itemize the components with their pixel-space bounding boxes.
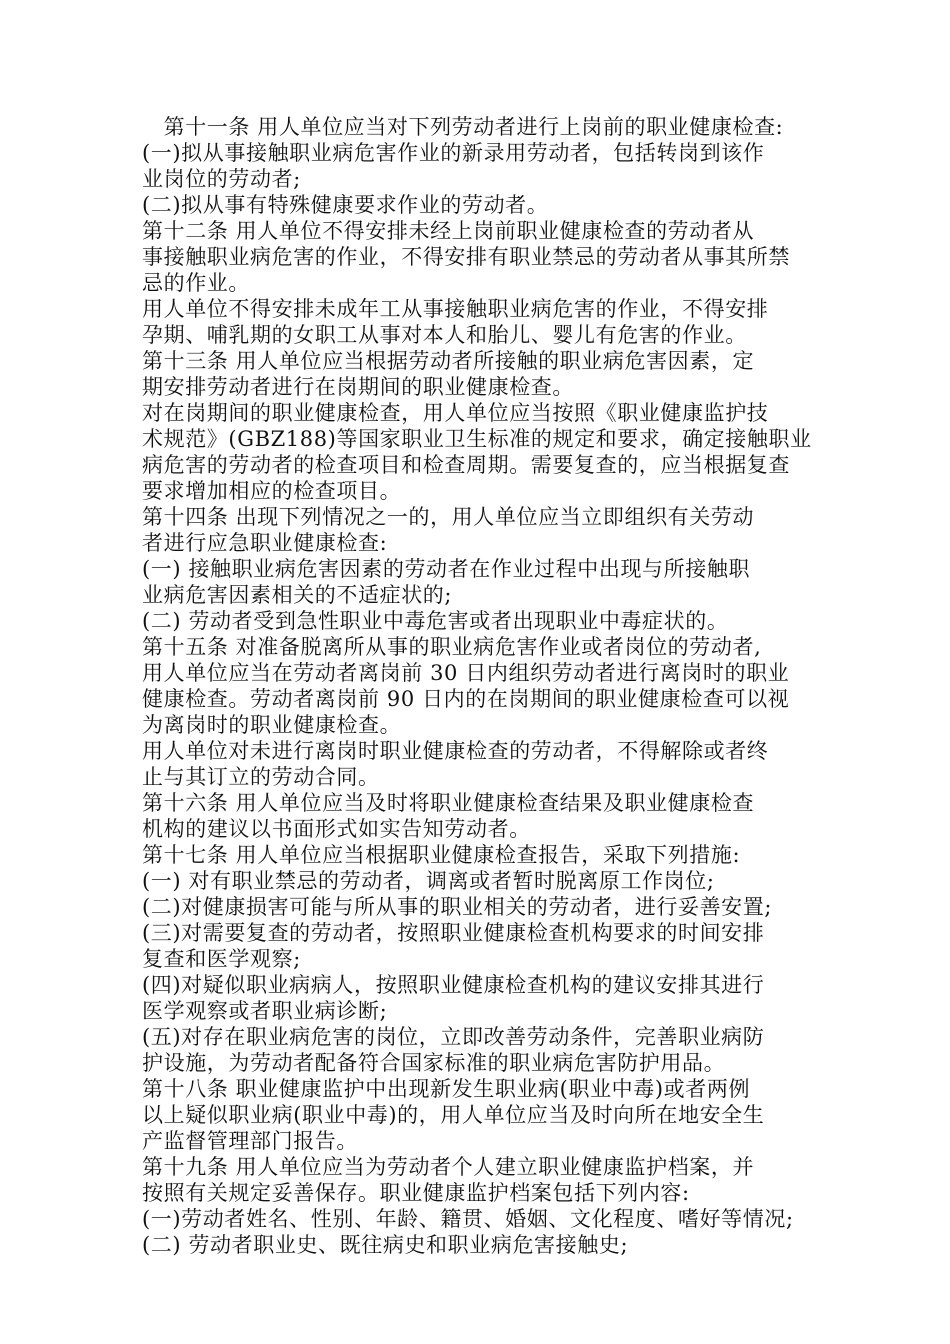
text-line: (二)拟从事有特殊健康要求作业的劳动者。 <box>142 193 549 217</box>
text-line: 孕期、哺乳期的女职工从事对本人和胎儿、婴儿有危害的作业。 <box>142 323 747 347</box>
text-line: (一) 对有职业禁忌的劳动者，调离或者暂时脱离原工作岗位; <box>142 869 715 893</box>
text-line: 机构的建议以书面形式如实告知劳动者。 <box>142 817 531 841</box>
text-line: 第十二条 用人单位不得安排未经上岗前职业健康检查的劳动者从 <box>142 219 755 243</box>
text-line: 第十九条 用人单位应当为劳动者个人建立职业健康监护档案，并 <box>142 1155 755 1179</box>
text-line: 期安排劳动者进行在岗期间的职业健康检查。 <box>142 375 574 399</box>
text-line: (三)对需要复查的劳动者，按照职业健康检查机构要求的时间安排 <box>142 921 765 945</box>
text-line: 产监督管理部门报告。 <box>142 1129 358 1153</box>
text-line: 第十五条 对准备脱离所从事的职业病危害作业或者岗位的劳动者, <box>142 635 762 659</box>
text-line: 护设施，为劳动者配备符合国家标准的职业病危害防护用品。 <box>142 1051 726 1075</box>
text-line: 第十一条 用人单位应当对下列劳动者进行上岗前的职业健康检查: <box>142 115 784 139</box>
text-line: 业岗位的劳动者; <box>142 167 301 191</box>
text-line: 第十八条 职业健康监护中出现新发生职业病(职业中毒)或者两例 <box>142 1077 751 1101</box>
text-line: 要求增加相应的检查项目。 <box>142 479 402 503</box>
text-line: 术规范》(GBZ188)等国家职业卫生标准的规定和要求，确定接触职业 <box>142 427 812 451</box>
text-line: 用人单位应当在劳动者离岗前 30 日内组织劳动者进行离岗时的职业 <box>142 661 790 685</box>
text-line: 健康检查。劳动者离岗前 90 日内的在岗期间的职业健康检查可以视 <box>142 687 790 711</box>
text-line: (二) 劳动者职业史、既往病史和职业病危害接触史; <box>142 1233 629 1257</box>
text-line: (一) 接触职业病危害因素的劳动者在作业过程中出现与所接触职 <box>142 557 751 581</box>
text-line: (五)对存在职业病危害的岗位，立即改善劳动条件，完善职业病防 <box>142 1025 765 1049</box>
text-line: (一)拟从事接触职业病危害作业的新录用劳动者，包括转岗到该作 <box>142 141 765 165</box>
text-line: 用人单位不得安排未成年工从事接触职业病危害的作业，不得安排 <box>142 297 769 321</box>
text-line: 忌的作业。 <box>142 271 250 295</box>
text-line: 医学观察或者职业病诊断; <box>142 999 388 1023</box>
text-line: (二) 劳动者受到急性职业中毒危害或者出现职业中毒症状的。 <box>142 609 729 633</box>
text-line: 复查和医学观察; <box>142 947 301 971</box>
text-line: (二)对健康损害可能与所从事的职业相关的劳动者，进行妥善安置; <box>142 895 773 919</box>
document-body <box>142 114 832 1258</box>
text-line: (四)对疑似职业病病人，按照职业健康检查机构的建议安排其进行 <box>142 973 765 997</box>
text-line: 事接触职业病危害的作业，不得安排有职业禁忌的劳动者从事其所禁 <box>142 245 790 269</box>
text-line: 者进行应急职业健康检查: <box>142 531 388 555</box>
text-line: 以上疑似职业病(职业中毒)的，用人单位应当及时向所在地安全生 <box>142 1103 765 1127</box>
text-line: 第十三条 用人单位应当根据劳动者所接触的职业病危害因素，定 <box>142 349 755 373</box>
text-line: 病危害的劳动者的检查项目和检查周期。需要复查的，应当根据复查 <box>142 453 790 477</box>
text-line: 第十七条 用人单位应当根据职业健康检查报告，采取下列措施: <box>142 843 741 867</box>
text-line: 第十六条 用人单位应当及时将职业健康检查结果及职业健康检查 <box>142 791 755 815</box>
text-line: (一)劳动者姓名、性别、年龄、籍贯、婚姻、文化程度、嗜好等情况; <box>142 1207 794 1231</box>
text-line: 止与其订立的劳动合同。 <box>142 765 380 789</box>
text-line: 对在岗期间的职业健康检查，用人单位应当按照《职业健康监护技 <box>142 401 769 425</box>
text-line: 为离岗时的职业健康检查。 <box>142 713 402 737</box>
text-line: 业病危害因素相关的不适症状的; <box>142 583 453 607</box>
text-line: 按照有关规定妥善保存。职业健康监护档案包括下列内容: <box>142 1181 690 1205</box>
text-line: 用人单位对未进行离岗时职业健康检查的劳动者，不得解除或者终 <box>142 739 769 763</box>
text-line: 第十四条 出现下列情况之一的，用人单位应当立即组织有关劳动 <box>142 505 755 529</box>
